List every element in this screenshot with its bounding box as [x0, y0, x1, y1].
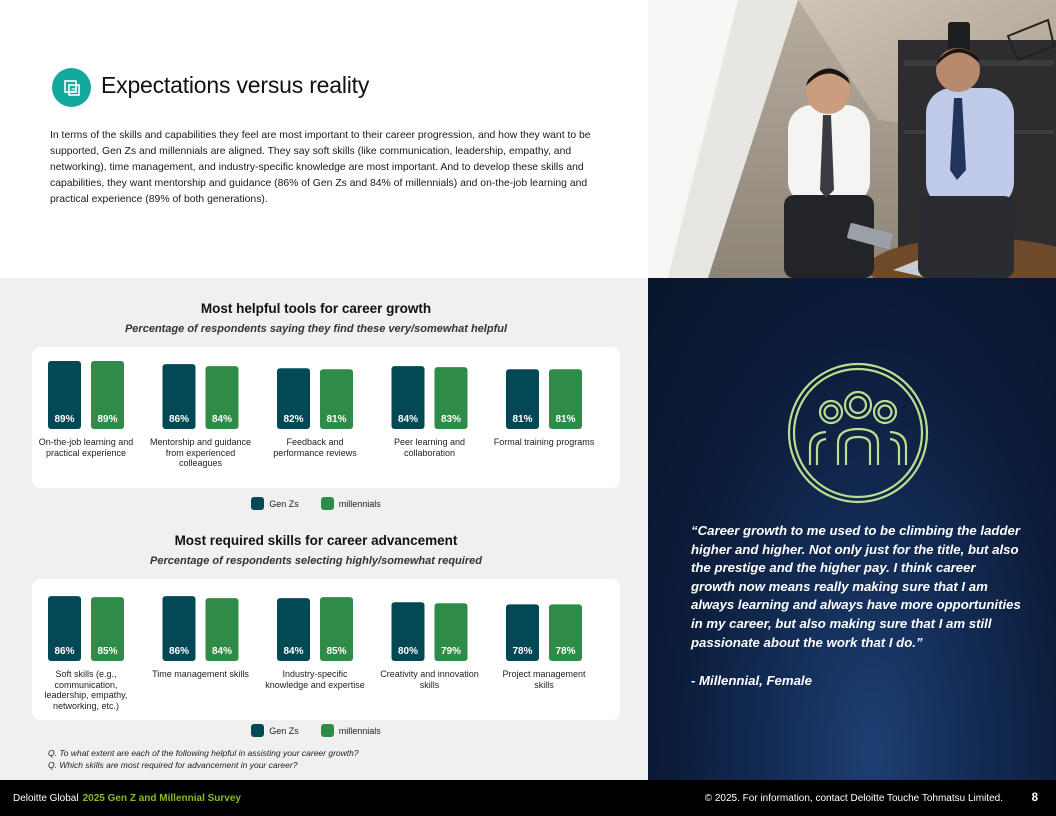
footer: [0, 780, 1056, 816]
bar-value-label: 89%: [97, 414, 118, 425]
bar-value-label: 85%: [326, 646, 347, 657]
category-label: Project management skills: [502, 669, 586, 690]
chart-legend: [0, 724, 632, 737]
legend-swatch-millennials: [321, 724, 334, 737]
legend-label-genz: Gen Zs: [269, 725, 299, 736]
chart-title: Most helpful tools for career growth: [200, 301, 432, 316]
chart-card: [32, 347, 620, 488]
legend-item-genz: [251, 724, 299, 737]
bar-value-label: 86%: [168, 414, 190, 425]
legend-item-millennials: [321, 497, 381, 510]
office-photo: [648, 0, 1056, 278]
legend-label-millennials: millennials: [338, 725, 381, 736]
bar-value-label: 81%: [512, 414, 533, 425]
legend-swatch-genz: [251, 497, 264, 510]
people-group-icon: [786, 361, 930, 505]
category-label: Time management skills: [152, 669, 249, 679]
bar-value-label: 81%: [326, 414, 347, 425]
chart-legend: [0, 497, 632, 510]
footer-copyright: © 2025. For information, contact Deloitte Touche Tohmatsu Limited.: [704, 793, 1003, 804]
bar-value-label: 81%: [555, 414, 576, 425]
quote-panel: [648, 278, 1056, 780]
chart-subtitle: Percentage of respondents selecting highly/somewhat required: [150, 555, 482, 567]
bar-value-label: 84%: [397, 414, 419, 425]
category-label: Industry-specific knowledge and expertise: [265, 669, 365, 690]
legend-swatch-genz: [251, 724, 264, 737]
category-label: Creativity and innovation skills: [380, 669, 479, 690]
chart-subtitle: Percentage of respondents saying they find these very/somewhat helpful: [124, 323, 508, 335]
chart-card: [32, 579, 620, 720]
bar-value-label: 79%: [440, 646, 462, 657]
legend-label-millennials: millennials: [338, 498, 381, 509]
category-label: On-the-job learning and practical experience: [38, 437, 134, 458]
bar-value-label: 78%: [512, 646, 533, 657]
category-label: Peer learning and collaboration: [393, 437, 466, 458]
bar-value-label: 80%: [397, 646, 419, 657]
category-label: Mentorship and guidance from experienced colleagues: [149, 437, 252, 468]
category-label: Soft skills (e.g., communication, leadership, empathy, networking, etc.): [44, 669, 128, 711]
charts-section: [0, 278, 648, 780]
category-label: Formal training programs: [493, 437, 595, 447]
intro-section: [0, 0, 648, 278]
legend-item-genz: [251, 497, 299, 510]
quote-text: “Career growth to me used to be climbing the ladder higher and higher. Not only just for the title, but also the prestige and the higher pay. I think career growth now means really making sure that I am always learning and always have more opportunities in my career, but also making sure that I am still passionate about the work that I do.”: [691, 523, 1021, 650]
bar-value-label: 86%: [54, 646, 75, 657]
bar-value-label: 82%: [283, 414, 304, 425]
chart-helpful-tools: [0, 278, 648, 518]
page-number: 8: [1031, 792, 1038, 804]
footer-brand-name: Deloitte Global: [13, 793, 79, 804]
legend-label-genz: Gen Zs: [269, 498, 299, 509]
bar-chart-svg: [32, 347, 620, 488]
bar-value-label: 85%: [97, 646, 118, 657]
question-1: Q. To what extent are each of the following helpful in assisting your career growth?: [48, 748, 359, 758]
legend-swatch-millennials: [321, 497, 334, 510]
bar-value-label: 86%: [168, 646, 190, 657]
footer-survey-name: 2025 Gen Z and Millennial Survey: [82, 793, 241, 804]
chart-title: Most required skills for career advancement: [174, 533, 458, 548]
legend-item-millennials: [321, 724, 381, 737]
bar-value-label: 84%: [211, 414, 233, 425]
chart-required-skills: [0, 511, 648, 751]
category-label: Feedback and performance reviews: [273, 437, 357, 458]
survey-questions: [48, 747, 359, 771]
bar-value-label: 89%: [54, 414, 75, 425]
document-copy-icon: [52, 68, 91, 107]
bar-value-label: 78%: [555, 646, 576, 657]
bar-value-label: 84%: [211, 646, 233, 657]
bar-value-label: 83%: [440, 414, 462, 425]
footer-brand: [13, 793, 241, 804]
intro-paragraph: In terms of the skills and capabilities they feel are most important to their career progression, and how they want to be supported, Gen Zs and millennials are aligned. They say soft skills (like communication, leadership, empathy, and networking), time management, and industry-specific knowledge are most important. And to develop these skills and capabilities, they want mentorship and guidance (86% of Gen Zs and 84% of millennials) and on-the-job learning and practical experience (89% of both generations).: [50, 130, 591, 205]
question-2: Q. Which skills are most required for advancement in your career?: [48, 760, 298, 770]
page-title: Expectations versus reality: [101, 72, 370, 98]
quote-attribution: - Millennial, Female: [691, 673, 812, 688]
bar-value-label: 84%: [283, 646, 304, 657]
